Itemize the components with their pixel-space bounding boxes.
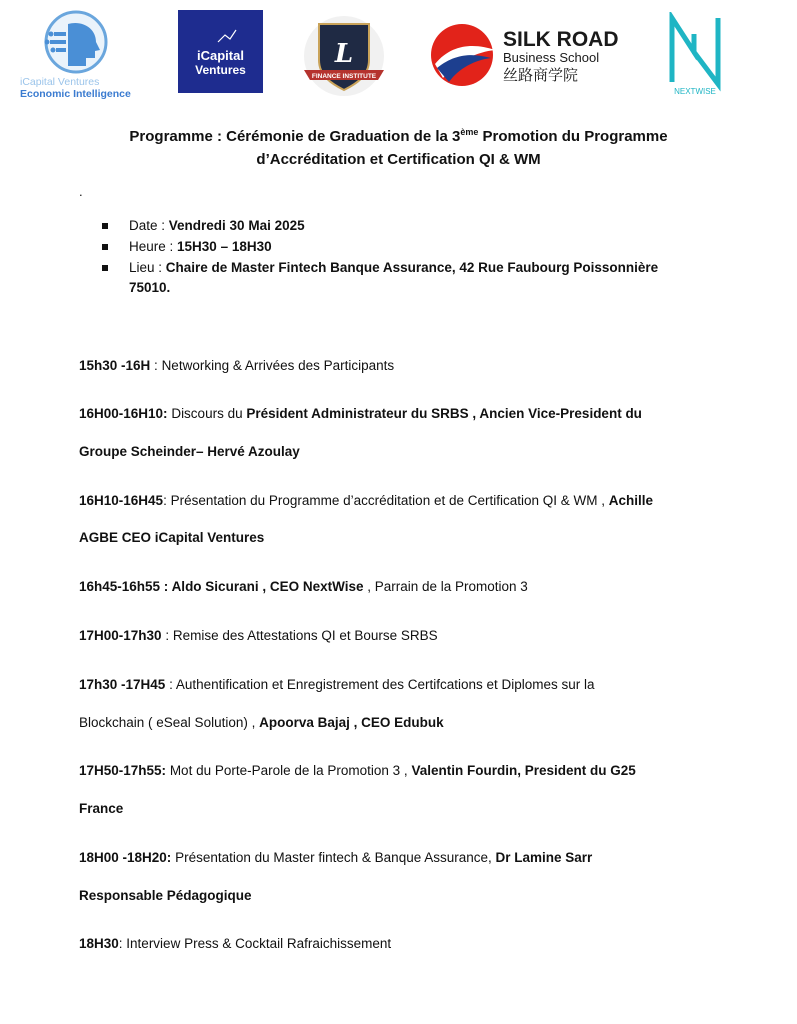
agenda-item: 18H30: Interview Press & Cocktail Rafraichissement bbox=[79, 936, 392, 951]
event-info-list bbox=[102, 216, 722, 298]
agenda-item: 15h30 -16H : Networking & Arrivées des Participants bbox=[79, 358, 395, 373]
agenda-item: 16H00-16H10: Discours du Président Administrateur du SRBS , Ancien Vice-President du bbox=[79, 406, 642, 421]
silk-road-business-school-logo bbox=[429, 22, 629, 88]
page-title-line1: Programme : Cérémonie de Graduation de la 3ème Promotion du Programme bbox=[129, 127, 668, 145]
svg-text:Economic Intelligence: Economic Intelligence bbox=[20, 88, 131, 100]
agenda-item-continuation: Groupe Scheinder– Hervé Azoulay bbox=[79, 444, 300, 459]
svg-text:L: L bbox=[334, 39, 354, 69]
bullet-icon bbox=[102, 265, 108, 271]
bullet-icon bbox=[102, 244, 108, 250]
nextwise-logo bbox=[668, 12, 722, 96]
agenda-item: 17H50-17h55: Mot du Porte-Parole de la Promotion 3 , Valentin Fourdin, President du G25 bbox=[79, 763, 636, 778]
stray-dot: . bbox=[79, 184, 83, 199]
logo-line2: Ventures bbox=[195, 63, 246, 77]
agenda-item-continuation: AGBE CEO iCapital Ventures bbox=[79, 530, 265, 545]
n-letter-icon bbox=[668, 12, 722, 96]
silk-road-icon bbox=[429, 22, 629, 88]
agenda-item-continuation: Responsable Pédagogique bbox=[79, 888, 252, 903]
svg-text:NEXTWISE: NEXTWISE bbox=[674, 87, 716, 96]
agenda-item-continuation: France bbox=[79, 801, 124, 816]
agenda-item: 16h45-16h55 : Aldo Sicurani , CEO NextWise , Parrain de la Promotion 3 bbox=[79, 579, 528, 594]
icapital-ventures-logo bbox=[178, 10, 263, 93]
list-item-time: Heure : 15H30 – 18H30 bbox=[102, 237, 722, 257]
logo-line1: iCapital bbox=[197, 48, 244, 63]
agenda-item: 17H00-17h30 : Remise des Attestations QI et Bourse SRBS bbox=[79, 628, 438, 643]
head-icon bbox=[18, 6, 148, 101]
svg-text:SILK ROAD: SILK ROAD bbox=[503, 28, 619, 51]
icapital-economic-intelligence-logo bbox=[18, 6, 148, 101]
list-item-date: Date : Vendredi 30 Mai 2025 bbox=[102, 216, 722, 236]
finance-institute-logo bbox=[292, 14, 396, 98]
agenda-item: 16H10-16H45: Présentation du Programme d’accréditation et de Certification QI & WM , Achille bbox=[79, 493, 654, 508]
svg-text:丝路商学院: 丝路商学院 bbox=[503, 66, 579, 84]
svg-text:FINANCE INSTITUTE: FINANCE INSTITUTE bbox=[311, 73, 377, 80]
svg-text:Business School: Business School bbox=[503, 50, 600, 65]
list-item-place: Lieu : Chaire de Master Fintech Banque Assurance, 42 Rue Faubourg Poissonnière 75010. bbox=[102, 258, 722, 298]
shield-icon bbox=[292, 14, 396, 98]
page-title-line2: d’Accréditation et Certification QI & WM bbox=[256, 151, 541, 168]
chart-icon bbox=[178, 10, 263, 50]
agenda-item: 17h30 -17H45 : Authentification et Enregistrement des Certifcations et Diplomes sur la bbox=[79, 677, 595, 692]
svg-text:iCapital Ventures: iCapital Ventures bbox=[20, 76, 100, 88]
agenda-item-continuation: Blockchain ( eSeal Solution) , Apoorva Bajaj , CEO Edubuk bbox=[79, 715, 444, 730]
bullet-icon bbox=[102, 223, 108, 229]
agenda-item: 18H00 -18H20: Présentation du Master fintech & Banque Assurance, Dr Lamine Sarr bbox=[79, 850, 593, 865]
